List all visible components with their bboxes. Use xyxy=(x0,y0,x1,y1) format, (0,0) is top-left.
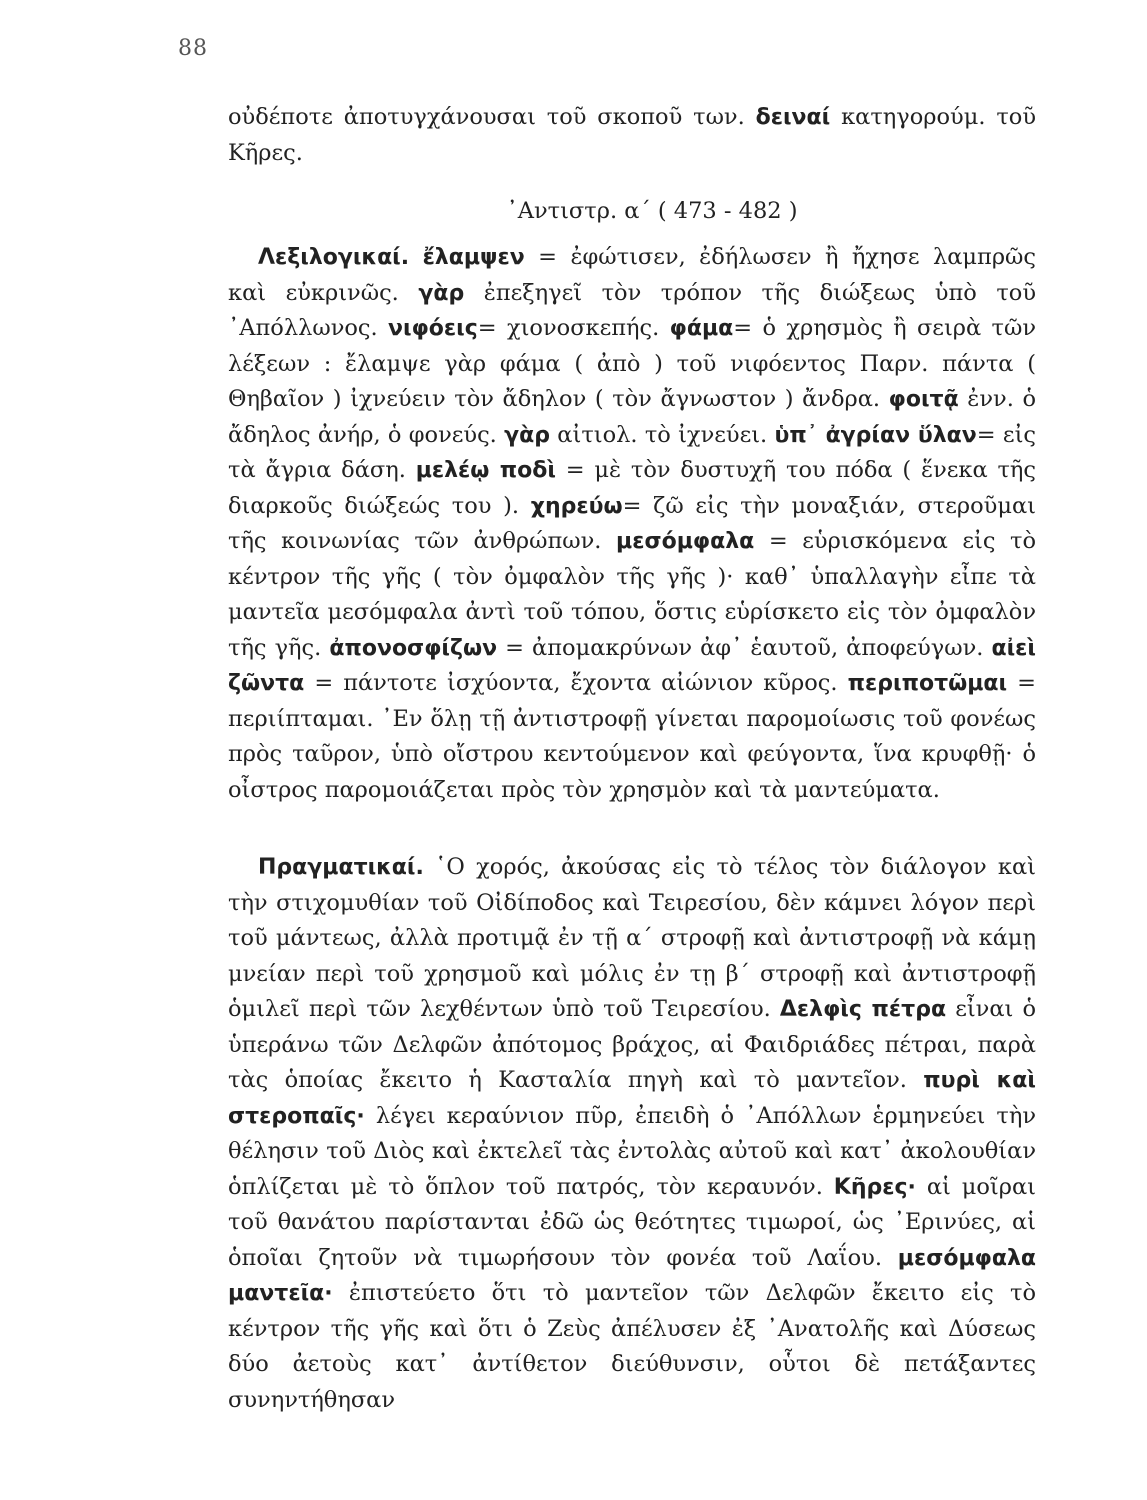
bold-term: μελέῳ ποδὶ xyxy=(415,458,556,483)
bold-term: χηρεύω xyxy=(530,493,623,519)
bold-term: ἔλαμψεν xyxy=(422,245,525,270)
text-segment: ἐπεξηγεῖ τὸν τρόπον τῆς διώξεως ὑπὸ τοῦ ᾿Απόλλωνος. xyxy=(228,279,1037,341)
bold-term: φάμα xyxy=(669,316,734,341)
text-segment: = εἰς τὰ ἄγρια δάση. xyxy=(228,421,1036,483)
text-segment: = μὲ τὸν δυστυχῆ του πόδα ( ἕνεκα τῆς διαρκοῦς διώξεώς του ). xyxy=(228,457,1037,519)
text-segment: ῾Ο χορός, ἀκούσας εἰς τὸ τέλος τὸν διάλογον καὶ τὴν στιχομυθίαν τοῦ Οἰδίποδος καὶ Τειρεσίου, δὲν κάμνει λόγον περὶ τοῦ μάντεως, ἀλλὰ προτιμᾷ ἐν τῇ α΄ στροφῇ καὶ ἀντιστροφῇ νὰ κάμῃ μνείαν περὶ τοῦ χρησμοῦ καὶ μόλις ἐν τῃ β΄ στροφῇ καὶ ἀντιστροφῇ ὁμιλεῖ περὶ τῶν λεχθέντων ὑπὸ τοῦ Τειρεσίου. xyxy=(228,854,1036,1022)
text-segment: = πάντοτε ἰσχύοντα, ἔχοντα αἰώνιον κῦρος. xyxy=(314,670,838,696)
bold-term: μεσόμφαλα xyxy=(616,529,755,554)
bold-term: νιφόεις xyxy=(388,316,478,341)
glossary-paragraph xyxy=(228,240,1036,808)
bold-term: αἰεὶ ζῶντα xyxy=(228,635,1037,696)
factual-paragraph xyxy=(228,850,1036,1418)
page-number: 88 xyxy=(178,36,208,61)
bold-term: γὰρ xyxy=(504,422,550,448)
bold-term: ὑπ᾿ ἀγρίαν ὕλαν xyxy=(774,422,977,448)
antistrophe-heading: ᾿Αντιστρ. α΄ ( 473 - 482 ) xyxy=(506,198,798,224)
glossary-heading: Λεξιλογικαί. xyxy=(258,245,410,270)
text-segment: = περιίπταμαι. ᾿Εν ὅλῃ τῇ ἀντιστροφῇ γίνεται παρομοίωσις τοῦ φονέως πρὸς ταῦρον, ὑπὸ οἴστρου κεντούμενον καὶ φεύγοντα, ἵνα κρυφθῇ· ὁ οἶστρος παρομοιάζεται πρὸς τὸν χρησμὸν καὶ τὰ μαντεύματα. xyxy=(228,670,1037,803)
bold-term: φοιτᾷ xyxy=(888,387,959,412)
text-segment: = ἐφώτισεν, ἐδήλωσεν ἢ ἤχησε λαμπρῶς καὶ εὐκρινῶς. xyxy=(228,244,1037,306)
text-segment: = χιονοσκεπής. xyxy=(477,315,660,341)
section-heading xyxy=(228,198,1036,224)
text-segment: κατηγορούμ. τοῦ Κῆρες. xyxy=(228,104,1037,166)
bold-term: Κῆρες· xyxy=(833,1174,916,1200)
text-segment: οὐδέποτε ἀποτυγχάνουσαι τοῦ σκοποῦ των. xyxy=(228,104,745,130)
text-segment: ἐνν. ὁ ἄδηλος ἀνήρ, ὁ φονεύς. xyxy=(228,386,1036,448)
text-segment: = εὑρισκόμενα εἰς τὸ κέντρον τῆς γῆς ( τὸν ὀμφαλὸν τῆς γῆς )· καθ᾿ ὑπαλλαγὴν εἶπε τὰ μαντεῖα μεσόμφαλα ἀντὶ τοῦ τόπου, ὅστις εὑρίσκετο εἰς τὸν ὀμφαλὸν τῆς γῆς. xyxy=(228,528,1037,661)
text-segment: = ὁ χρησμὸς ἢ σειρὰ τῶν λέξεων : ἔλαμψε γὰρ φάμα ( ἀπὸ ) τοῦ νιφόεντος Παρν. πάντα ( Θηβαῖον ) ἰχνεύειν τὸν ἄδηλον ( τὸν ἄγνωστον ) ἄνδρα. xyxy=(228,315,1037,412)
text-segment: ἐπιστεύετο ὅτι τὸ μαντεῖον τῶν Δελφῶν ἔκειτο εἰς τὸ κέντρον τῆς γῆς καὶ ὅτι ὁ Ζεὺς ἀπέλυσεν ἐξ ᾿Ανατολῆς καὶ Δύσεως δύο ἀετοὺς κατ᾿ ἀντίθετον διεύθυνσιν, οὗτοι δὲ πετάξαντες συνηντήθησαν xyxy=(228,1280,1036,1413)
text-segment: = ζῶ εἰς τὴν μοναξιάν, στεροῦμαι τῆς κοινωνίας τῶν ἀνθρώπων. xyxy=(228,492,1036,554)
text-segment: αἰτιολ. τὸ ἰχνεύει. xyxy=(557,421,768,448)
factual-heading: Πραγματικαί. xyxy=(258,855,424,880)
bold-term: ἀπονοσφίζων xyxy=(329,635,498,661)
bold-term: γὰρ xyxy=(418,280,465,306)
bold-term: Δελφὶς πέτρα xyxy=(779,997,947,1022)
text-segment: λέγει κεραύνιον πῦρ, ἐπειδὴ ὁ ᾿Απόλλων ἑρμηνεύει τὴν θέλησιν τοῦ Διὸς καὶ ἐκτελεῖ τὰς ἐντολὰς αὐτοῦ καὶ κατ᾿ ἀκολουθίαν ὁπλίζεται μὲ τὸ ὅπλον τοῦ πατρός, τὸν κεραυνόν. xyxy=(228,1102,1036,1200)
bold-term: περιποτῶμαι xyxy=(847,671,1008,696)
text-segment: εἶναι ὁ ὑπεράνω τῶν Δελφῶν ἀπότομος βράχος, αἱ Φαιδριάδες πέτραι, παρὰ τὰς ὁποίας ἔκειτο ἡ Κασταλία πηγὴ καὶ τὸ μαντεῖον. xyxy=(228,996,1037,1093)
bold-term: πυρὶ καὶ στεροπαῖς· xyxy=(228,1068,1036,1129)
text-segment: αἱ μοῖραι τοῦ θανάτου παρίστανται ἐδῶ ὡς θεότητες τιμωροί, ὡς ᾿Ερινύες, αἱ ὁποῖαι ζητοῦν νὰ τιμωρήσουν τὸν φονέα τοῦ Λαΐου. xyxy=(228,1173,1036,1271)
text-segment: = ἀπομακρύνων ἀφ᾿ ἑαυτοῦ, ἀποφεύγων. xyxy=(505,634,984,661)
bold-term: μεσόμφαλα μαντεῖα· xyxy=(228,1245,1036,1306)
bold-term: δειναί xyxy=(755,105,831,130)
intro-paragraph xyxy=(228,100,1036,171)
